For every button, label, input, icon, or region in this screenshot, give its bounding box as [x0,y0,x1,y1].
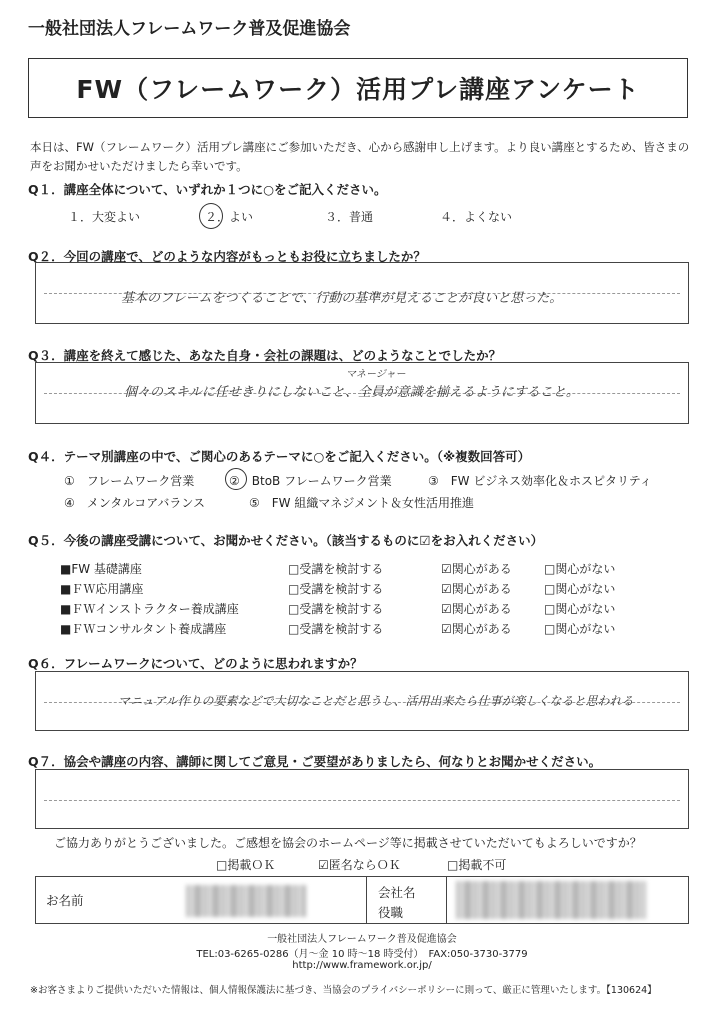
q5-course-name: ■ＦＷインストラクター養成講座 [60,601,239,616]
q5-consider-checkbox[interactable]: □受講を検討する [288,601,384,616]
name-label: お名前 [46,893,84,908]
q1-option-1[interactable]: １．大変よい [68,210,141,224]
q4-label: Q４．テーマ別講座の中で、ご関心のあるテーマに○をご記入ください。（※複数回答可） [28,449,531,464]
footer-contact: TEL:03-6265-0286（月～金 10 時～18 時受付） FAX:050-3730-3779 [196,949,528,960]
selection-circle [225,468,247,490]
divider [446,877,447,923]
q5-interested-checkbox[interactable]: ☑関心がある [441,621,512,636]
q5-interested-checkbox[interactable]: ☑関心がある [441,581,512,596]
q3-answer-note: マネージャー [346,369,406,380]
q7-answer-box[interactable] [35,769,689,829]
q5-label: Q５．今後の講座受講について、お聞かせください。（該当するものに☑をお入れください） [28,533,544,548]
q5-course-name: ■ＦＷコンサルタント養成講座 [60,621,227,636]
consent-publish-ok[interactable]: □掲載ＯＫ [216,858,276,872]
q5-consider-checkbox[interactable]: □受講を検討する [288,581,384,596]
q5-consider-checkbox[interactable]: □受講を検討する [288,561,384,576]
q1-option-3[interactable]: ３．普通 [325,210,374,224]
q3-label: Q３．講座を終えて感じた、あなた自身・会社の課題は、どのようなことでしたか？ [28,348,502,363]
redacted-company [456,881,646,919]
q6-answer: マニュアル作りの要素などで大切なことだと思うし、活用出来たら仕事が楽しくなると思われる [118,694,634,708]
consent-no-publish[interactable]: □掲載不可 [447,858,507,872]
q5-not-interested-checkbox[interactable]: □関心がない [544,561,616,576]
consent-question: ご協力ありがとうございました。ご感想を協会のホームページ等に掲載させていただいてもよろしいですか？ [54,836,642,850]
q1-option-2[interactable]: ２．よい [205,210,254,224]
q4-option-3[interactable]: ③ FW ビジネス効率化＆ホスピタリティ [428,474,652,488]
q5-course-name: ■ＦＷ応用講座 [60,581,144,596]
q1-option-4[interactable]: ４．よくない [440,210,513,224]
q5-not-interested-checkbox[interactable]: □関心がない [544,581,616,596]
q6-answer-box[interactable] [35,671,689,731]
page-title: FW（フレームワーク）活用プレ講座アンケート [28,58,688,118]
q5-interested-checkbox[interactable]: ☑関心がある [441,561,512,576]
position-label: 役職 [378,905,404,920]
q5-interested-checkbox[interactable]: ☑関心がある [441,601,512,616]
q3-answer: 個々のスキルに任せきりにしないこと、全員が意識を揃えるようにすること。 [124,385,579,400]
footer-url[interactable]: http://www.framework.or.jp/ [292,960,432,971]
footer-org: 一般社団法人フレームワーク普及促進協会 [267,934,457,945]
selection-circle [199,203,223,229]
q2-label: Q２．今回の講座で、どのような内容がもっともお役に立ちましたか？ [28,249,426,264]
q4-option-4[interactable]: ④ メンタルコアバランス [64,496,205,510]
divider [366,877,367,923]
q1-label: Q１．講座全体について、いずれか１つに○をご記入ください。 [28,182,387,197]
company-label: 会社名 [378,885,416,900]
q5-course-name: ■FW 基礎講座 [60,561,142,576]
q2-answer: 基本のフレームをつくることで、行動の基準が見えることが良いと思った。 [121,291,563,306]
q5-consider-checkbox[interactable]: □受講を検討する [288,621,384,636]
q5-not-interested-checkbox[interactable]: □関心がない [544,621,616,636]
privacy-note: ※お客さまよりご提供いただいた情報は、個人情報保護法に基づき、当協会のプライバシーポリシーに則って、厳正に管理いたします。【130624】 [30,985,657,996]
q4-option-1[interactable]: ① フレームワーク営業 [64,474,195,488]
redacted-name [186,885,306,917]
q2-answer-box[interactable] [35,262,689,324]
q5-table [60,558,615,638]
q5-not-interested-checkbox[interactable]: □関心がない [544,601,616,616]
org-name: 一般社団法人フレームワーク普及促進協会 [28,19,351,39]
intro-text: 本日は、FW（フレームワーク）活用プレ講座にご参加いただき、心から感謝申し上げます。より良い講座とするため、皆さまの声をお聞かせいただけましたら幸いです。 [30,140,690,173]
q3-answer-box[interactable] [35,362,689,424]
q4-option-2[interactable]: ② BtoB フレームワーク営業 [229,474,392,488]
q7-label: Q７．協会や講座の内容、講師に関してご意見・ご要望がありましたら、何なりとお聞かせください。 [28,754,602,769]
q4-option-5[interactable]: ⑤ FW 組織マネジメント＆女性活用推進 [249,496,474,510]
contact-box [35,876,689,924]
q6-label: Q６．フレームワークについて、どのように思われますか？ [28,656,363,671]
consent-anonymous-ok[interactable]: ☑匿名ならＯＫ [318,858,401,872]
